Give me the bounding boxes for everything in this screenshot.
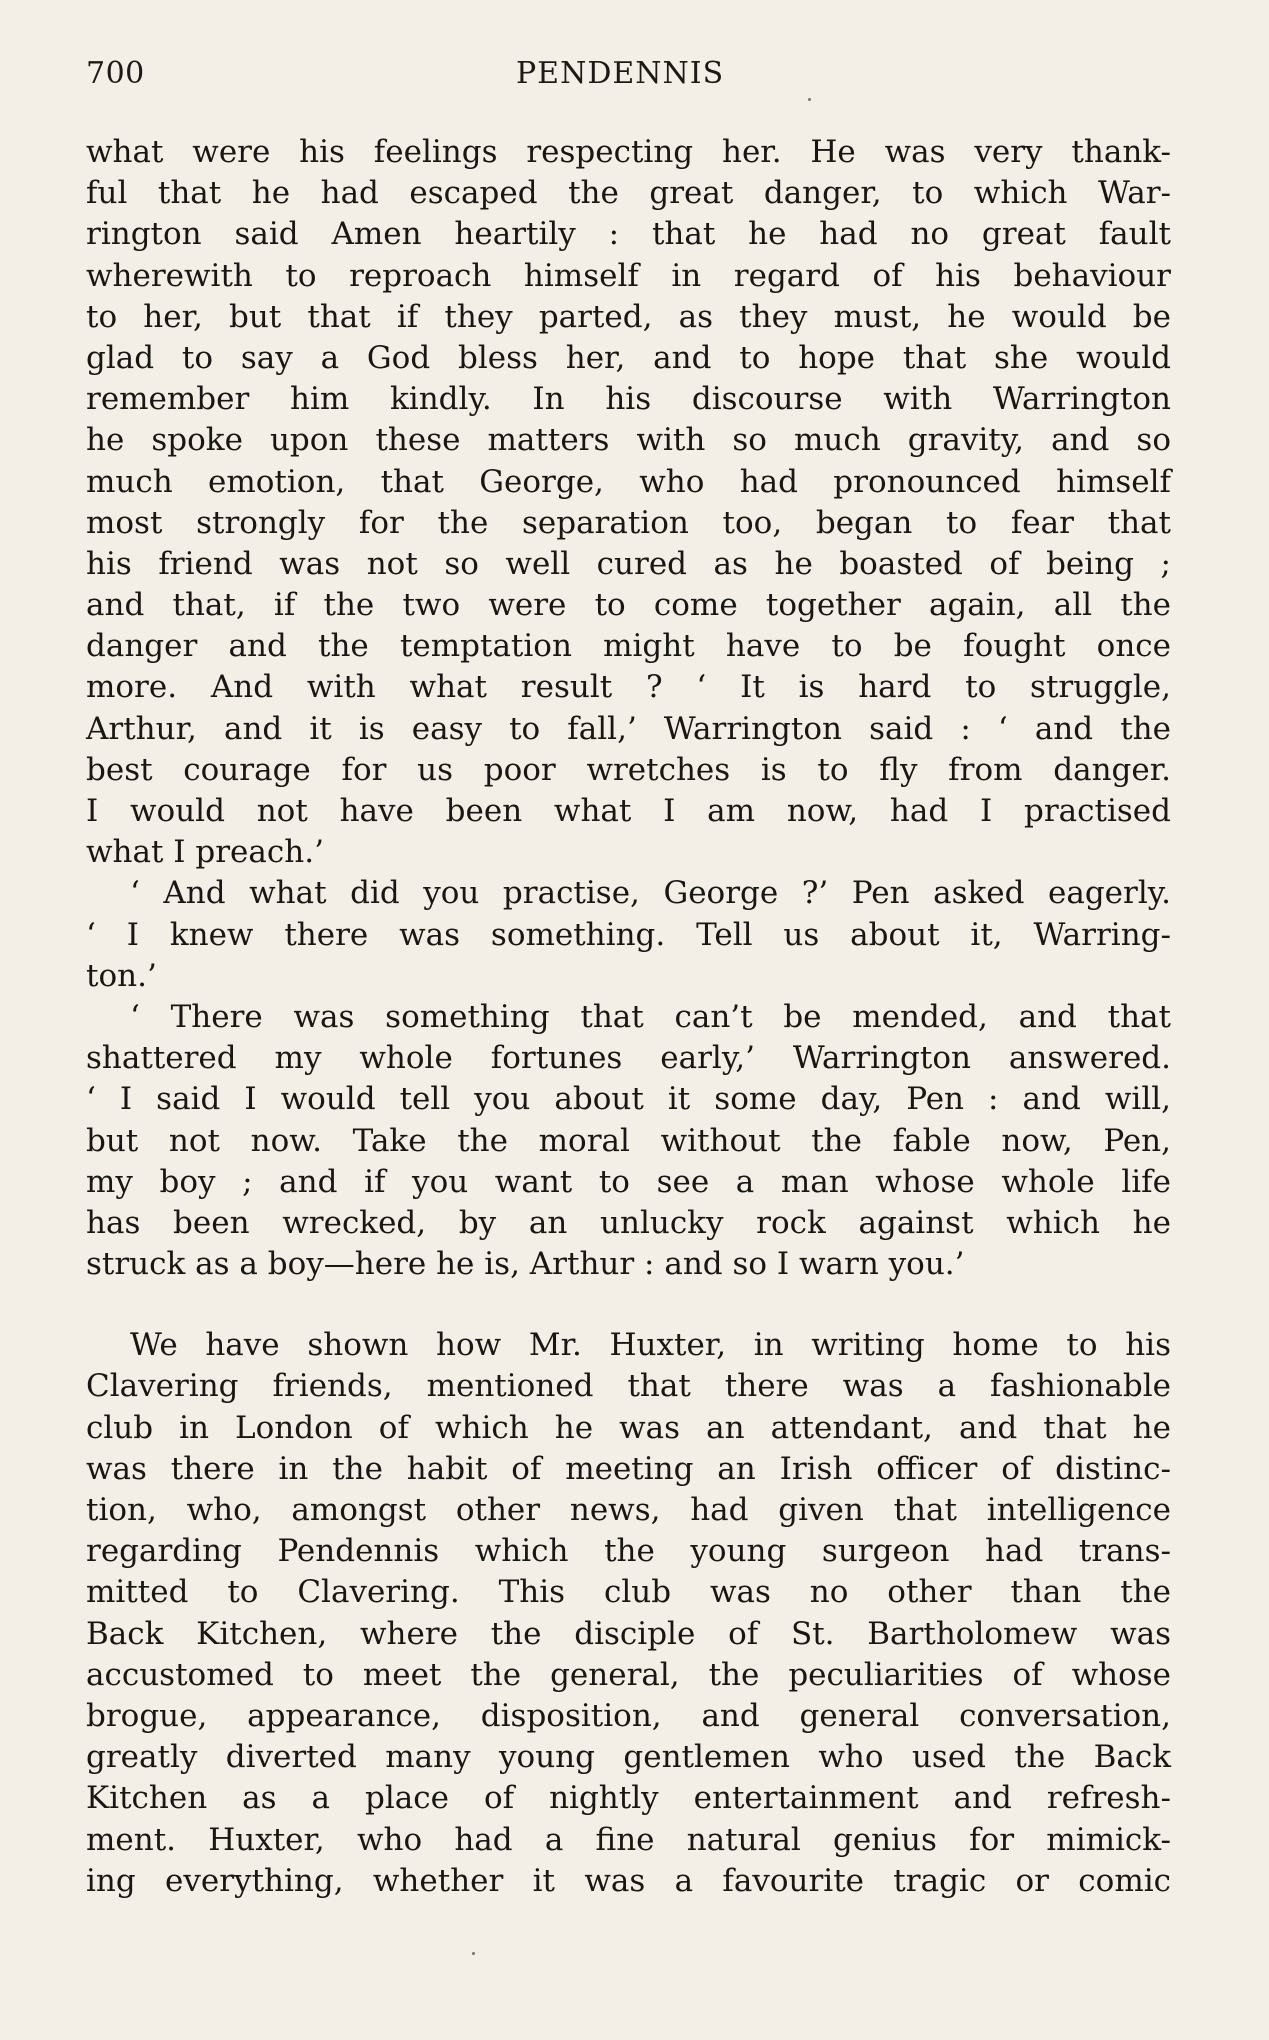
text-line: rington said Amen heartily : that he had no great fault: [86, 216, 1171, 253]
paper-speck: [808, 98, 811, 101]
text-line: ing everything, whether it was a favourite tragic or comic: [86, 1862, 1171, 1899]
text-line: ‘ And what did you practise, George ?’ Pen asked eagerly.: [130, 875, 1171, 912]
text-line: remember him kindly. In his discourse with Warrington: [86, 381, 1171, 418]
text-line: has been wrecked, by an unlucky rock against which he: [86, 1204, 1171, 1241]
text-line: my boy ; and if you want to see a man whose whole life: [86, 1163, 1171, 1200]
text-line: I would not have been what I am now, had I practised: [86, 793, 1171, 829]
text-line: wherewith to reproach himself in regard of his behaviour: [86, 257, 1171, 294]
text-line: but not now. Take the moral without the fable now, Pen,: [86, 1122, 1171, 1159]
text-line: more. And with what result ? ‘ It is hard to struggle,: [86, 669, 1171, 706]
text-line: he spoke upon these matters with so much gravity, and so: [86, 422, 1171, 459]
text-line: ‘ I knew there was something. Tell us about it, Warring-: [86, 916, 1171, 953]
text-line: Arthur, and it is easy to fall,’ Warrington said : ‘ and the: [86, 710, 1171, 747]
text-line: his friend was not so well cured as he boasted of being ;: [86, 545, 1171, 582]
paragraph-gap: [86, 1285, 1171, 1325]
text-line: glad to say a God bless her, and to hope that she would: [86, 339, 1171, 376]
text-line: accustomed to meet the general, the peculiarities of whose: [86, 1656, 1171, 1693]
text-line: struck as a boy—here he is, Arthur : and so I warn you.’: [86, 1246, 965, 1283]
text-line: ful that he had escaped the great danger, to which War-: [86, 175, 1171, 212]
text-line: danger and the temptation might have to be fought once: [86, 628, 1171, 665]
paper-speck: [472, 1952, 475, 1955]
text-line: Kitchen as a place of nightly entertainment and refresh-: [86, 1780, 1171, 1817]
text-line: ‘ There was something that can’t be mended, and that: [130, 998, 1171, 1035]
text-line: to her, but that if they parted, as they must, he would be: [86, 298, 1171, 335]
text-line: greatly diverted many young gentlemen who used the Back: [86, 1739, 1171, 1776]
text-line: ment. Huxter, who had a fine natural genius for mimick-: [86, 1821, 1171, 1858]
body-text: [86, 132, 1171, 1902]
text-line: We have shown how Mr. Huxter, in writing home to his: [130, 1327, 1171, 1364]
text-line: best courage for us poor wretches is to fly from danger.: [86, 751, 1171, 788]
text-line: brogue, appearance, disposition, and general conversation,: [86, 1697, 1171, 1734]
text-line: club in London of which he was an attendant, and that he: [86, 1409, 1171, 1446]
text-line: regarding Pendennis which the young surgeon had trans-: [86, 1533, 1171, 1570]
page-number: 700: [86, 56, 145, 91]
text-line: and that, if the two were to come together again, all the: [86, 587, 1171, 624]
text-line: mitted to Clavering. This club was no other than the: [86, 1574, 1171, 1611]
text-line: ‘ I said I would tell you about it some day, Pen : and will,: [86, 1081, 1171, 1118]
text-line: what were his feelings respecting her. He was very thank-: [86, 134, 1171, 170]
text-line: what I preach.’: [86, 834, 324, 871]
page-header: [86, 56, 1166, 106]
text-line: much emotion, that George, who had pronounced himself: [86, 463, 1171, 500]
text-line: most strongly for the separation too, began to fear that: [86, 504, 1171, 541]
text-line: was there in the habit of meeting an Irish officer of distinc-: [86, 1450, 1171, 1487]
text-line: Clavering friends, mentioned that there was a fashionable: [86, 1368, 1171, 1405]
text-line: Back Kitchen, where the disciple of St. Bartholomew was: [86, 1615, 1171, 1652]
text-line: tion, who, amongst other news, had given that intelligence: [86, 1492, 1171, 1528]
running-head: PENDENNIS: [516, 56, 725, 91]
text-line: ton.’: [86, 957, 157, 994]
text-line: shattered my whole fortunes early,’ Warrington answered.: [86, 1040, 1171, 1077]
